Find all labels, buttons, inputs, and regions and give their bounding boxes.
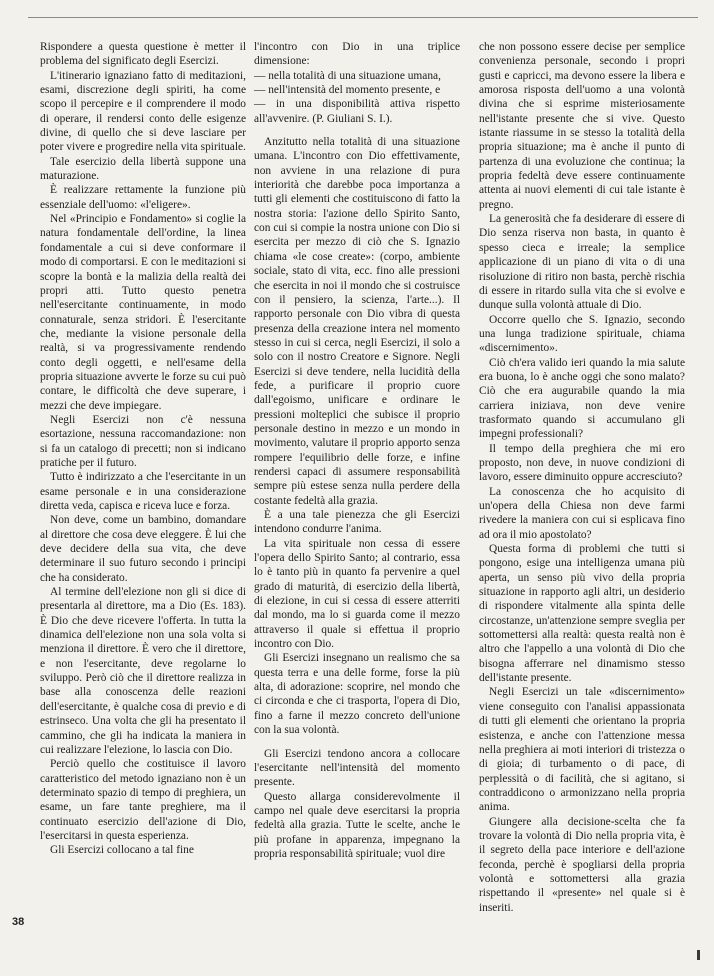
paragraph: Al termine dell'elezione non gli si dice di presentarla al direttore, ma a Dio (Es. 183). È Dio che deve ricevere l'offerta. In tutta la dinamica dell'elezione non una sola volta si menziona il direttore. È vero che il direttore, e non l'esercitante, deve regolarne lo sviluppo. Però ciò che il direttore realizza in base alla conoscenza delle reazioni dell'esercitante, è qualche cosa di previo e di estrinseco. Una volta che gli ha presentato il cammino, che gli ha indicata la maniera in cui realizzare l'elezione, lo lascia con Dio. (40, 586, 246, 756)
paragraph: Tale esercizio della libertà suppone una maturazione. (40, 155, 246, 183)
paragraph: Il tempo della preghiera che mi ero proposto, non deve, in nuove condizioni di lavoro, essere diminuito oppure accresciuto? (479, 442, 685, 484)
paragraph: È a una tale pienezza che gli Esercizi intendono condurre l'anima. (254, 509, 460, 536)
paragraph: — nella totalità di una situazione umana, (254, 69, 441, 82)
paragraph: Negli Esercizi non c'è nessuna esortazione, nessuna raccomandazione: non si fa un catalogo di precetti; non si indicano pratiche per il futuro. (40, 413, 246, 469)
paragraph: Perciò quello che costituisce il lavoro caratteristico del metodo ignaziano non è un determinato spazio di tempo di preghiera, un esame, un fare tante preghiere, ma il continuato esercizio dell'azione di Dio, l'esercitarsi in questa esperienza. (40, 758, 246, 842)
paragraph: È realizzare rettamente la funzione più essenziale dell'uomo: «l'eligere». (40, 184, 246, 211)
paragraph: che non possono essere decise per semplice convenienza personale, secondo i propri gusti e capricci, ma devono essere la libera e amorosa risposta dell'uomo a una volontà divina che si esprime misteriosamente nell'istante presente che si vive. Questo istante riassume in se stesso la totalità della propria situazione; ma è anche il punto di partenza di una evoluzione che continua; la propria fedeltà deve essere continuamente attenta ai nuovi elementi di cui tale istante è pregno. (479, 41, 685, 211)
text-column-middle (254, 40, 460, 861)
paragraph: Occorre quello che S. Ignazio, secondo una lunga tradizione spirituale, chiama «discernimento». (479, 313, 685, 355)
paragraph: Nel «Principio e Fondamento» si coglie la natura fondamentale dell'ordine, la linea fondamentale a cui si deve conformare il modo di comportarsi. E con le meditazioni si scopre la bontà e la malizia della realtà dei propri atti. Tutto questo penetra nell'esercitante continuamente, in modo connaturale, senza stridori. È l'esercitante che, mediante la visione personale della realtà, si va progressivamente rendendo conto degli oggetti, e nell'esame della propria situazione avverte le forze su cui può contare, le difficoltà che deve superare, i mezzi che deve impiegare. (40, 213, 246, 412)
paragraph: Questa forma di problemi che tutti si pongono, esige una intelligenza umana più aperta, un senso più vivo della propria situazione in rapporto agli altri, un desiderio di rispondere vitalmente alla spinta delle circostanze, un'attenzione sempre sveglia per sottomettersi alla realtà: questa realtà non è altro che l'appello a una volontà di Dio che bisogna afferrare nel dinamismo stesso dell'istante presente. (479, 543, 685, 685)
paragraph: Rispondere a questa questione è metter il problema del significato degli Esercizi. (40, 41, 246, 68)
text-column-right (479, 40, 685, 915)
paragraph: Negli Esercizi un tale «discernimento» viene conseguito con l'analisi appassionata di tutti gli elementi che orientano la propria esistenza, e anche con l'attenzione messa nella preghiera ai moti interiori di tristezza o di gioia; di turbamento o di pace, di perplessità o di facilità, che si agitano, si contraddicono o armonizzano nella propria anima. (479, 686, 685, 814)
paragraph: Tutto è indirizzato a che l'esercitante in un esame personale e in una considerazione diretta veda, capisca e riceva luce e forza. (40, 471, 246, 512)
paragraph: Gli Esercizi tendono ancora a collocare l'esercitante nell'intensità del momento presente. (254, 747, 460, 789)
paragraph: Gli Esercizi insegnano un realismo che sa questa terra e una delle forme, forse la più alta, di adorazione: scoprire, nel mondo che ci circonda e che ci trasporta, l'opera di Dio, fino a farne il mezzo concreto dell'unione con la sua volontà. (254, 652, 460, 737)
top-rule (28, 17, 698, 18)
text-column-left (40, 40, 246, 858)
page-number: 38 (12, 916, 25, 928)
paragraph: Giungere alla decisione-scelta che fa trovare la volontà di Dio nella propria vita, è il segreto della pace interiore e dell'azione feconda, perchè è spogliarsi della propria volontà e sottomettersi alla grazia rispettando il «presente» nel quale si è inseriti. (479, 815, 685, 914)
paragraph: La conoscenza che ho acquisito di un'opera della Chiesa non deve farmi rivedere la maniera con cui si esplicava fino ad ora il mio apostolato? (479, 485, 685, 541)
paragraph: — nell'intensità del momento presente, e (254, 84, 441, 97)
paragraph: Ciò ch'era valido ieri quando la mia salute era buona, lo è anche oggi che sono malato? Ciò che era augurabile quando la mia carriera iniziava, non deve venire trasformato quando si accumulano gli impegni professionali? (479, 356, 685, 441)
paragraph: L'itinerario ignaziano fatto di meditazioni, esami, discrezione degli spiriti, ha come scopo il percepire e il comprendere il modo di operare, il rendersi conto delle esigenze divine, di quello che si deve lasciare per poter vivere e progredire nella vita spirituale. (40, 69, 246, 154)
paragraph: l'incontro con Dio in una triplice dimensione: (254, 41, 460, 68)
paragraph: Gli Esercizi collocano a tal fine (50, 844, 194, 857)
paragraph: La vita spirituale non cessa di essere l'opera dello Spirito Santo; al contrario, essa lo è tanto più in quanto fa pervenire a quel grado di maturità, di esercizio della libertà, di elezione, in cui si cessa di essere atterriti dal mondo, ma lo si guarda come il mezzo attraverso il quale si effettua il proprio incontro con Dio. (254, 537, 460, 651)
edge-mark (697, 950, 700, 960)
paragraph: — in una disponibilità attiva rispetto all'avvenire. (P. Giuliani S. I.). (254, 98, 460, 125)
paragraph: Questo allarga considerevolmente il campo nel quale deve esercitarsi la propria fedeltà alla grazia. Tutte le scelte, anche le più profane in apparenza, impegnano la propria responsabilità spirituale; vuol dire (254, 790, 460, 860)
paragraph: Anzitutto nella totalità di una situazione umana. L'incontro con Dio effettivamente, non avviene in una relazione di pura interiorità che darebbe poca importanza a tutti gli elementi che costituiscono di fatto la nostra storia: l'azione dello Spirito Santo, con cui si compie la nostra unione con Dio si esercita per mezzo di ciò che S. Ignazio chiama «le cose create»: (corpo, ambiente sociale, stato di vita, ecc. fino alle pressioni che esercita in noi il mondo che si costruisce con il pensiero, la scienza, l'arte...). Il rapporto personale con Dio vibra di questa presenza della creazione intera nel momento stesso in cui si cerca, negli Esercizi, il solo a solo con il nostro Creatore e Signore. Negli Esercizi si deve tendere, nella lucidità della fede, a purificare il proprio cuore dall'egoismo, unificare e ordinare le pressioni molteplici che subisce il proprio personale destino in mezzo e un mondo in movimento, valutare il proprio apporto senza rompere l'equilibrio delle forze, e infine rendersi capaci di assumere responsabilità sempre più estese senza nulla perdere della costante fedeltà alla grazia. (254, 136, 460, 507)
paragraph: La generosità che fa desiderare di essere di Dio senza riserva non basta, in quanto è spesso cieca e irreale; la semplice applicazione di un piano di vita o di una risoluzione di ritiro non basta, perchè rischia di essere in ritardo sulla vita che si evolve e dunque sulla volontà attuale di Dio. (479, 213, 685, 312)
paragraph: Non deve, come un bambino, domandare al direttore che cosa deve eleggere. È lui che deve decidere della sua vita, che deve determinare il suo futuro secondo i principi che ha considerato. (40, 514, 246, 584)
